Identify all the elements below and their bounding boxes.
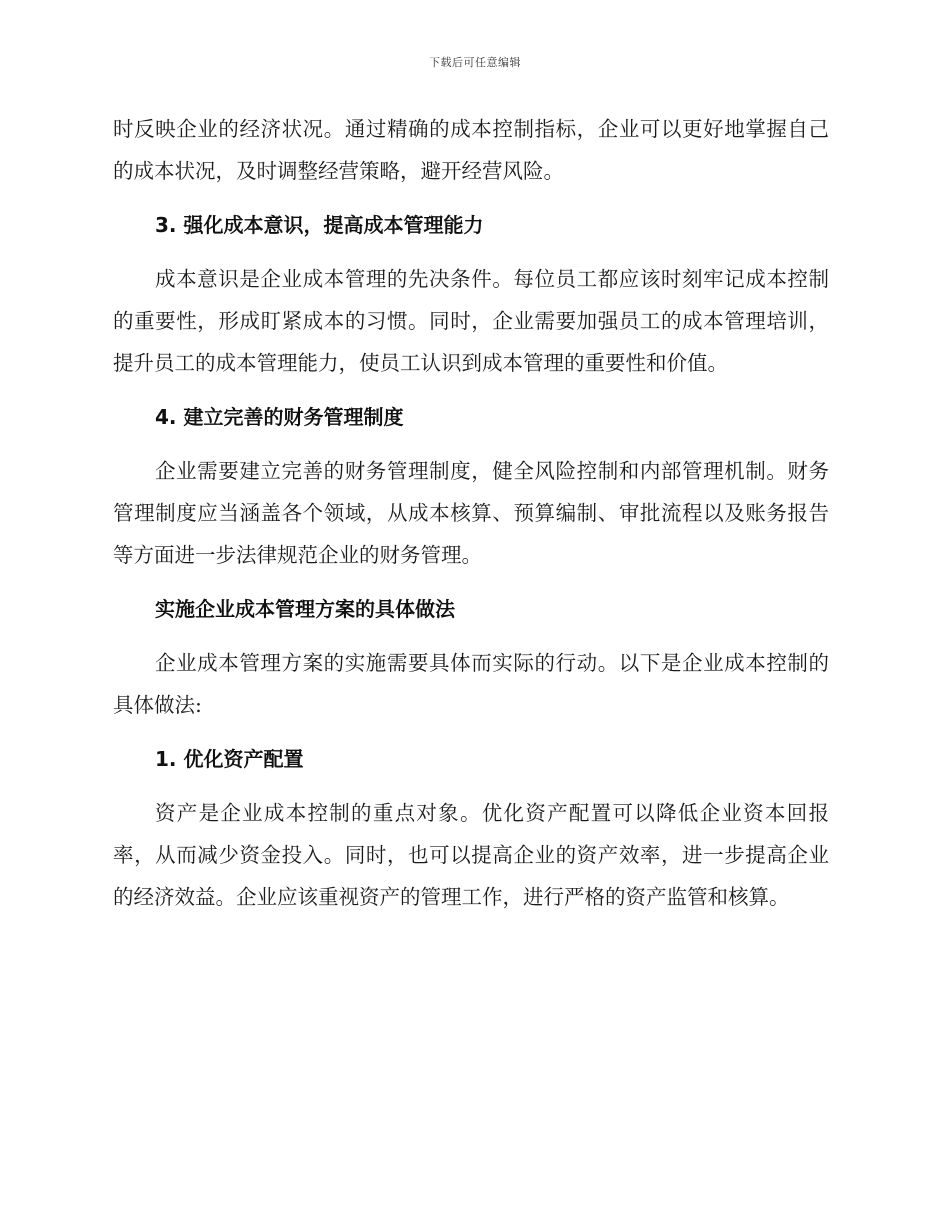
section-heading-asset-allocation: 1. 优化资产配置 bbox=[155, 747, 304, 771]
section-heading-financial-system: 4. 建立完善的财务管理制度 bbox=[155, 405, 404, 429]
section-heading-implementation: 实施企业成本管理方案的具体做法 bbox=[155, 597, 455, 621]
paragraph-asset-allocation: 资产是企业成本控制的重点对象。优化资产配置可以降低企业资本回报率，从而减少资金投入。同时，也可以提高企业的资产效率，进一步提高企业的经济效益。企业应该重视资产的管理工作，进行严格的资产监管和核算。 bbox=[113, 801, 829, 909]
document-body bbox=[113, 108, 829, 930]
paragraph-financial-system: 企业需要建立完善的财务管理制度，健全风险控制和内部管理机制。财务管理制度应当涵盖各个领域，从成本核算、预算编制、审批流程以及账务报告等方面进一步法律规范企业的财务管理。 bbox=[113, 459, 829, 567]
paragraph-continuation: 时反映企业的经济状况。通过精确的成本控制指标，企业可以更好地掌握自己的成本状况，及时调整经营策略，避开经营风险。 bbox=[113, 117, 829, 183]
header-note: 下载后可任意编辑 bbox=[429, 56, 521, 69]
paragraph-cost-awareness: 成本意识是企业成本管理的先决条件。每位员工都应该时刻牢记成本控制的重要性，形成盯紧成本的习惯。同时，企业需要加强员工的成本管理培训，提升员工的成本管理能力，使员工认识到成本管理的重要性和价值。 bbox=[113, 267, 829, 375]
paragraph-implementation: 企业成本管理方案的实施需要具体而实际的行动。以下是企业成本控制的具体做法: bbox=[113, 651, 829, 717]
section-heading-cost-awareness: 3. 强化成本意识，提高成本管理能力 bbox=[155, 213, 484, 237]
